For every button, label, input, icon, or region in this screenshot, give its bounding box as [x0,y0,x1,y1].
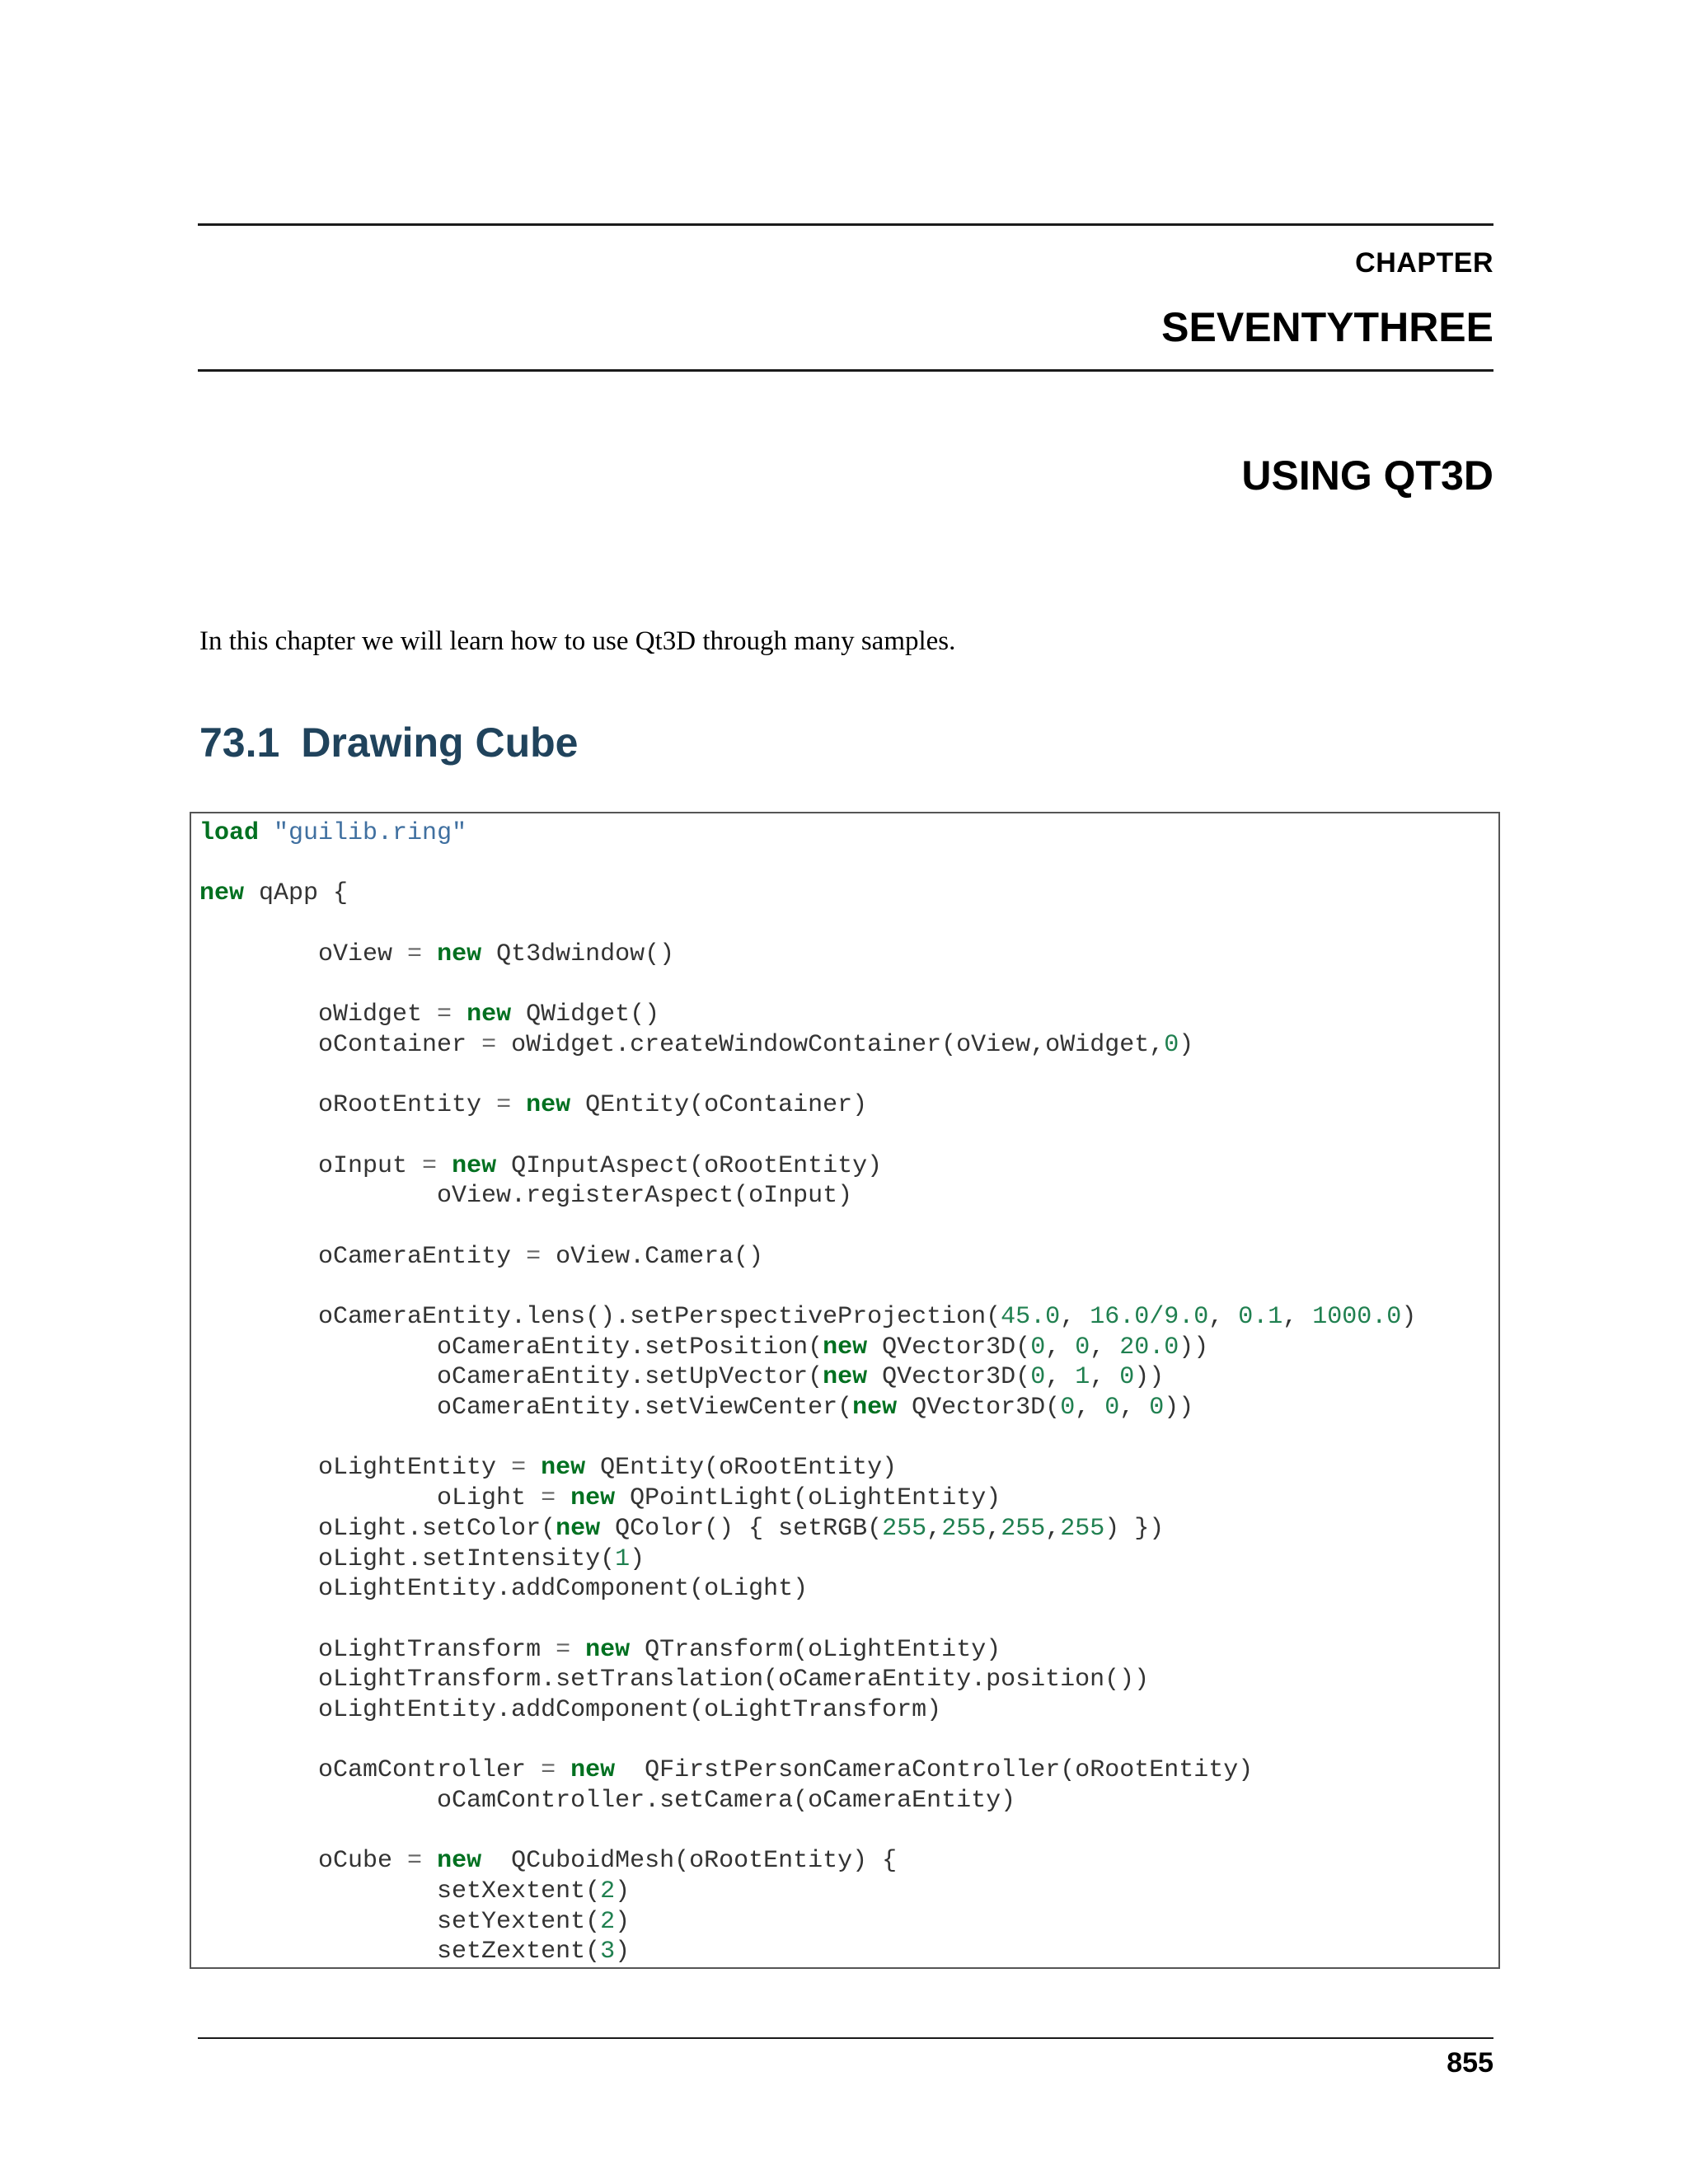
code-token: QPointLight(oLightEntity) [615,1484,1001,1513]
code-token: = [511,1454,527,1483]
code-line [199,818,1416,849]
code-token: = [437,1001,452,1029]
code-token: setYextent( [199,1907,601,1936]
code-line [199,1362,1416,1393]
code-line [199,1090,1416,1121]
code-token: 0 [1030,1333,1046,1361]
code-line [199,1061,1416,1091]
code-token: ) [1401,1303,1417,1331]
code-line [199,1755,1416,1786]
code-line [199,969,1416,1000]
code-line [199,1846,1416,1877]
code-token: oCameraEntity [199,1242,527,1271]
code-token: , [926,1514,942,1543]
code-token: oLight.setColor( [199,1514,556,1543]
code-line [199,1544,1416,1575]
code-token: oView.Camera() [541,1242,764,1271]
code-token: oLightEntity [199,1454,512,1483]
code-token: oCameraEntity.setViewCenter( [199,1394,853,1422]
code-line [199,1786,1416,1816]
code-line [199,879,1416,909]
code-token [422,940,437,968]
code-token: new [526,1091,571,1120]
code-token: oCameraEntity.setUpVector( [199,1363,823,1392]
code-token: , [1045,1363,1076,1392]
code-token [511,1091,526,1119]
code-token: ) [615,1877,631,1906]
code-line [199,1181,1416,1212]
code-line [199,1151,1416,1182]
code-token: = [481,1030,497,1059]
code-token: , [1119,1394,1150,1422]
code-token: , [1045,1514,1061,1543]
chapter-top-rule [198,223,1493,226]
code-line [199,1574,1416,1605]
code-token: 0 [1104,1394,1120,1422]
code-token: 1 [1075,1363,1090,1392]
code-token: = [541,1484,556,1513]
code-token: = [496,1091,512,1120]
code-line [199,1272,1416,1302]
code-token: oView [199,940,408,968]
code-token: setZextent( [199,1938,601,1966]
code-line [199,1907,1416,1938]
code-token: 0 [1119,1363,1135,1392]
code-line [199,1453,1416,1483]
code-block [190,812,1500,1969]
code-token: , [1075,1394,1105,1422]
code-line [199,1665,1416,1695]
code-line [199,1333,1416,1363]
code-token [437,1152,452,1180]
code-token: )) [1134,1363,1165,1392]
code-token [526,1454,541,1482]
code-token: new [556,1514,601,1543]
code-token: 2 [600,1907,616,1936]
code-token: oLight [199,1484,542,1513]
code-token: , [1060,1303,1090,1331]
code-token: oContainer [199,1030,482,1059]
code-token [422,1847,437,1875]
code-token: , [1282,1303,1313,1331]
code-token: QWidget() [511,1001,660,1029]
code-token: 20.0 [1119,1333,1179,1361]
code-line [199,1695,1416,1726]
code-token: , [1090,1363,1120,1392]
code-token: ) [615,1907,631,1936]
chapter-bottom-rule [198,369,1493,372]
code-token: 0.1 [1238,1303,1283,1331]
intro-paragraph: In this chapter we will learn how to use Qt3D through many samples. [199,626,956,656]
code-token: QVector3D( [867,1363,1031,1392]
code-line [199,1877,1416,1907]
code-token: oLightTransform.setTranslation(oCameraEntity.position()) [199,1666,1150,1694]
code-token: oCamController [199,1756,542,1785]
code-token: = [541,1756,556,1785]
section-number: 73.1 [199,719,280,766]
code-token: oWidget.createWindowContainer(oView,oWidget, [496,1030,1165,1059]
code-token: oLight.setIntensity( [199,1544,616,1573]
code-token: = [526,1242,542,1271]
code-token: Qt3dwindow() [481,940,675,968]
code-line [199,1937,1416,1967]
code-token: 0 [1164,1030,1179,1059]
code-token: )) [1164,1394,1194,1422]
code-line [199,1514,1416,1544]
code-token: 2 [600,1877,616,1906]
code-token: new [437,1847,482,1876]
code-token [259,819,274,847]
code-token: QFirstPersonCameraController(oRootEntity) [615,1756,1254,1785]
code-token: "guilib.ring" [274,819,467,847]
code-token: qApp { [244,879,349,908]
code-token [556,1484,570,1512]
code-token: ) }) [1104,1514,1165,1543]
code-token: QColor() { setRGB( [600,1514,883,1543]
code-token: load [199,819,260,847]
code-token: setXextent( [199,1877,601,1906]
page-number: 855 [1447,2047,1493,2079]
code-token: QTransform(oLightEntity) [630,1635,1001,1664]
code-line [199,1726,1416,1756]
code-token: new [467,1001,512,1029]
code-token: new [570,1756,616,1785]
code-token: new [437,940,482,968]
code-token: = [422,1151,438,1180]
code-line [199,1423,1416,1454]
code-line [199,1030,1416,1061]
code-token: QVector3D( [867,1333,1031,1361]
chapter-title: USING QT3D [1241,452,1493,499]
code-listing [199,818,1416,1967]
code-token: , [986,1514,1001,1543]
code-token: oView.registerAspect(oInput) [199,1182,853,1211]
code-token: QEntity(oRootEntity) [585,1454,898,1483]
code-line [199,909,1416,940]
code-token: oLightEntity.addComponent(oLightTransform) [199,1695,942,1724]
code-token: QVector3D( [897,1394,1061,1422]
code-token: )) [1179,1333,1209,1361]
code-token: new [823,1333,868,1361]
code-token: 255 [882,1514,927,1543]
code-token: QCuboidMesh(oRootEntity) { [481,1847,898,1876]
code-line [199,1302,1416,1333]
code-token: new [570,1484,616,1513]
code-token: ) [1179,1030,1194,1059]
code-line [199,1242,1416,1272]
code-line [199,849,1416,879]
code-token: new [541,1454,586,1483]
code-token: new [452,1151,497,1180]
code-token: 16.0/9.0 [1090,1303,1209,1331]
code-token: 1 [615,1544,631,1573]
code-token: oCameraEntity.setPosition( [199,1333,823,1361]
code-token: 255 [1001,1514,1046,1543]
code-token: 0 [1030,1363,1046,1392]
code-token: 0 [1060,1394,1076,1422]
code-token: 3 [600,1938,616,1966]
code-token: oCameraEntity.lens().setPerspectiveProjection( [199,1303,1001,1331]
code-token: , [1045,1333,1076,1361]
code-token: QEntity(oContainer) [570,1091,868,1120]
code-token: oCamController.setCamera(oCameraEntity) [199,1787,1016,1815]
code-token [570,1636,585,1664]
section-heading [199,719,578,766]
code-token: new [585,1635,631,1664]
code-token [452,1001,467,1029]
chapter-label: CHAPTER [1355,247,1493,279]
code-token: oLightEntity.addComponent(oLight) [199,1575,809,1604]
code-token: oRootEntity [199,1091,497,1120]
code-token: oWidget [199,1001,438,1029]
code-token: oLightTransform [199,1635,556,1664]
code-line [199,1393,1416,1423]
code-token: QInputAspect(oRootEntity) [496,1151,883,1180]
code-token: , [1090,1333,1120,1361]
code-token: 255 [941,1514,987,1543]
footer-rule [198,2037,1493,2039]
code-line [199,1605,1416,1635]
code-token: 1000.0 [1312,1303,1402,1331]
code-line [199,1483,1416,1514]
code-token: new [199,879,245,908]
code-token: oCube [199,1847,408,1876]
code-token: = [556,1635,571,1664]
code-line [199,940,1416,970]
code-token: new [852,1394,898,1422]
code-token: ) [630,1544,645,1573]
code-line [199,1635,1416,1666]
code-token: oInput [199,1151,423,1180]
code-token: new [823,1363,868,1392]
code-token: 45.0 [1001,1303,1061,1331]
code-token: = [407,1847,423,1876]
section-title: Drawing Cube [301,719,579,766]
code-line [199,1000,1416,1030]
code-token: ) [615,1938,631,1966]
code-token: , [1208,1303,1239,1331]
code-token: = [407,940,423,968]
code-line [199,1212,1416,1242]
code-token: 0 [1149,1394,1165,1422]
code-line [199,1121,1416,1151]
code-token [556,1756,570,1784]
chapter-number: SEVENTYTHREE [1161,304,1493,350]
code-line [199,1816,1416,1847]
code-token: 255 [1060,1514,1105,1543]
code-token: 0 [1075,1333,1090,1361]
